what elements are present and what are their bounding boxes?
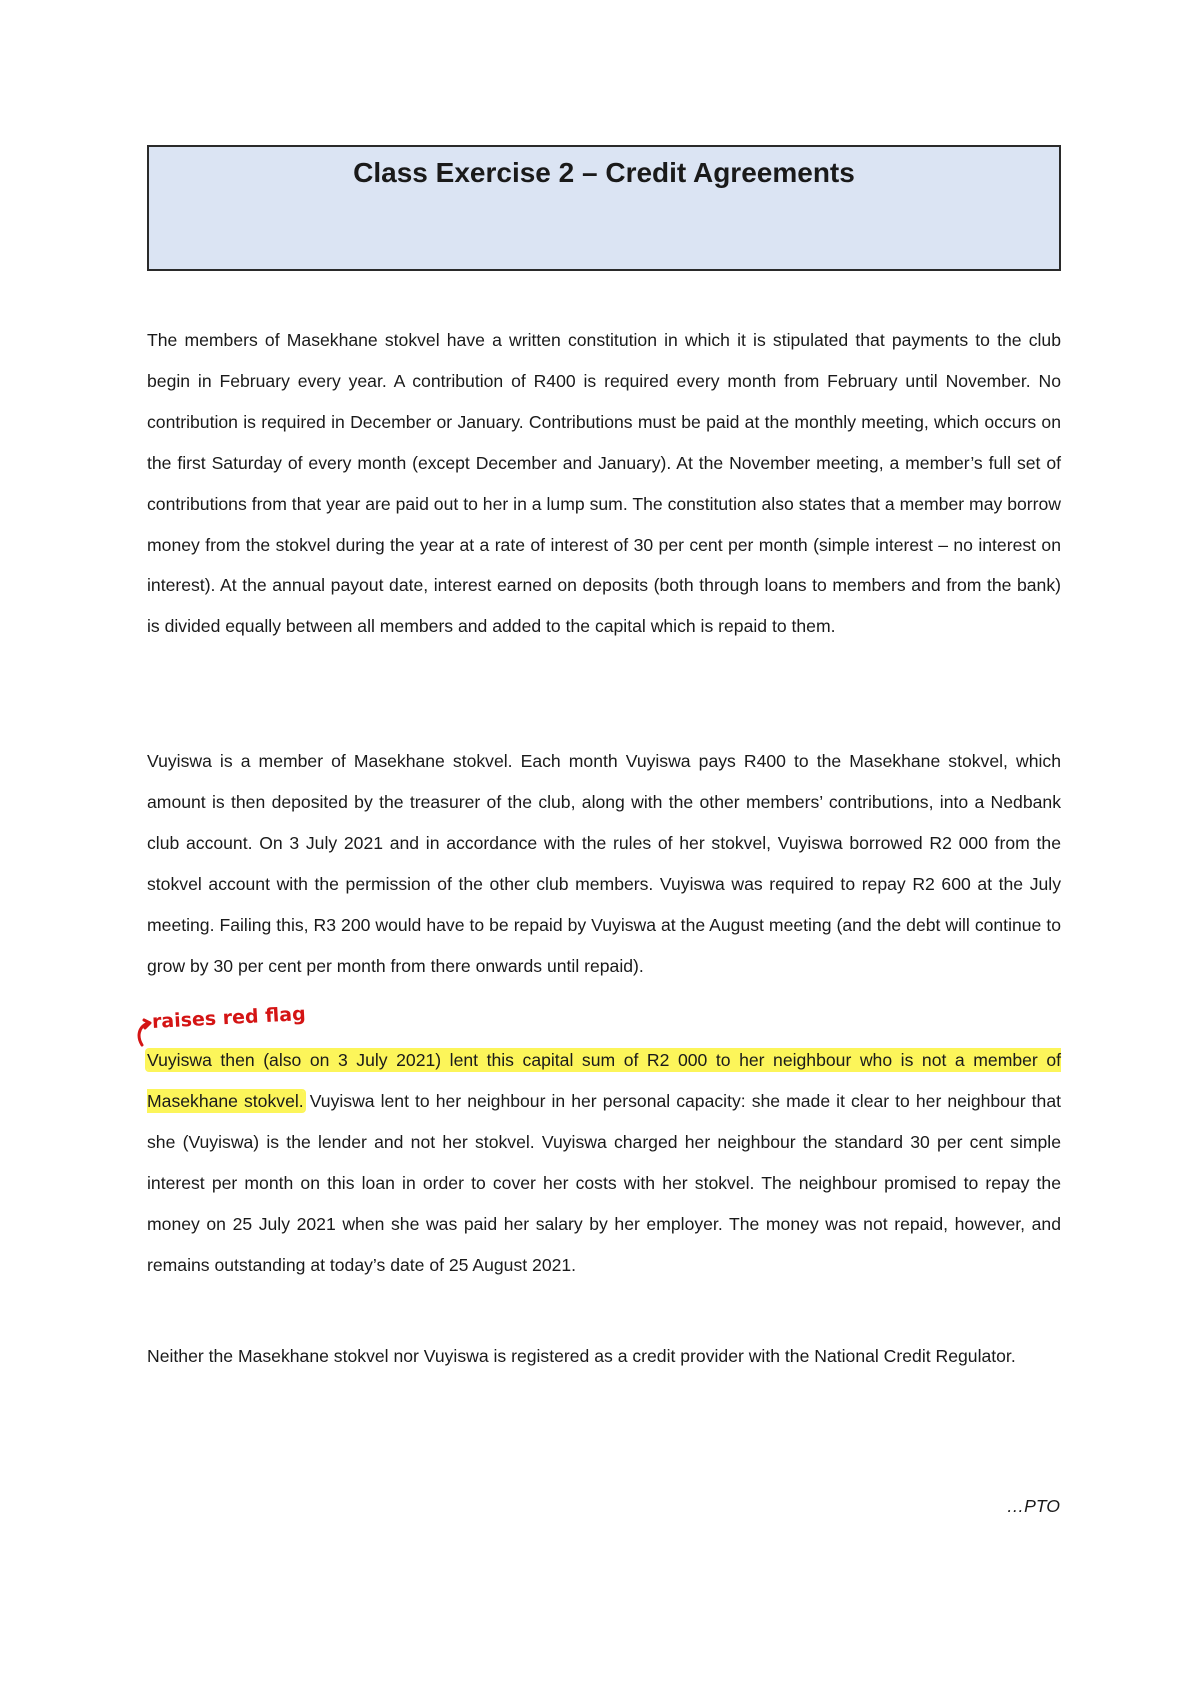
document-title: Class Exercise 2 – Credit Agreements (353, 157, 855, 188)
annotation-text: raises red flag (151, 1002, 307, 1033)
highlighted-text: Vuyiswa then (also on 3 July 2021) lent this capital sum of R2 000 to her neighbour who is not a member of Masekhane stokvel. (147, 1050, 1061, 1111)
paragraph-2: Vuyiswa is a member of Masekhane stokvel. Each month Vuyiswa pays R400 to the Masekhane stokvel, which amount is then deposited by the treasurer of the club, along with the other members’ contributions, into a Nedbank club account. On 3 July 2021 and in accordance with the rules of her stokvel, Vuyiswa borrowed R2 000 from the stokvel account with the permission of the other club members. Vuyiswa was required to repay R2 600 at the July meeting. Failing this, R3 200 would have to be repaid by Vuyiswa at the August meeting (and the debt will continue to grow by 30 per cent per month from there onwards until repaid). (147, 751, 1061, 976)
paragraph-1: The members of Masekhane stokvel have a written constitution in which it is stipulated that payments to the club begin in February every year. A contribution of R400 is required every month from February until November. No contribution is required in December or January. Contributions must be paid at the monthly meeting, which occurs on the first Saturday of every month (except December and January). At the November meeting, a member’s full set of contributions from that year are paid out to her in a lump sum. The constitution also states that a member may borrow money from the stokvel during the year at a rate of interest of 30 per cent per month (simple interest – no interest on interest). At the annual payout date, interest earned on deposits (both through loans to members and from the bank) is divided equally between all members and added to the capital which is repaid to them. (147, 330, 1061, 637)
pto-footer: …PTO (1006, 1496, 1060, 1516)
paragraph-4: Neither the Masekhane stokvel nor Vuyiswa is registered as a credit provider with the National Credit Regulator. (147, 1346, 1016, 1366)
paragraph-3-rest: Vuyiswa lent to her neighbour in her personal capacity: she made it clear to her neighbour that she (Vuyiswa) is the lender and not her stokvel. Vuyiswa charged her neighbour the standard 30 per cent simple interest per month on this loan in order to cover her costs with her stokvel. The neighbour promised to repay the money on 25 July 2021 when she was paid her salary by her employer. The money was not repaid, however, and remains outstanding at today’s date of 25 August 2021. (147, 1090, 1061, 1275)
paragraph-3 (147, 1040, 1061, 1285)
title-box (147, 145, 1061, 271)
